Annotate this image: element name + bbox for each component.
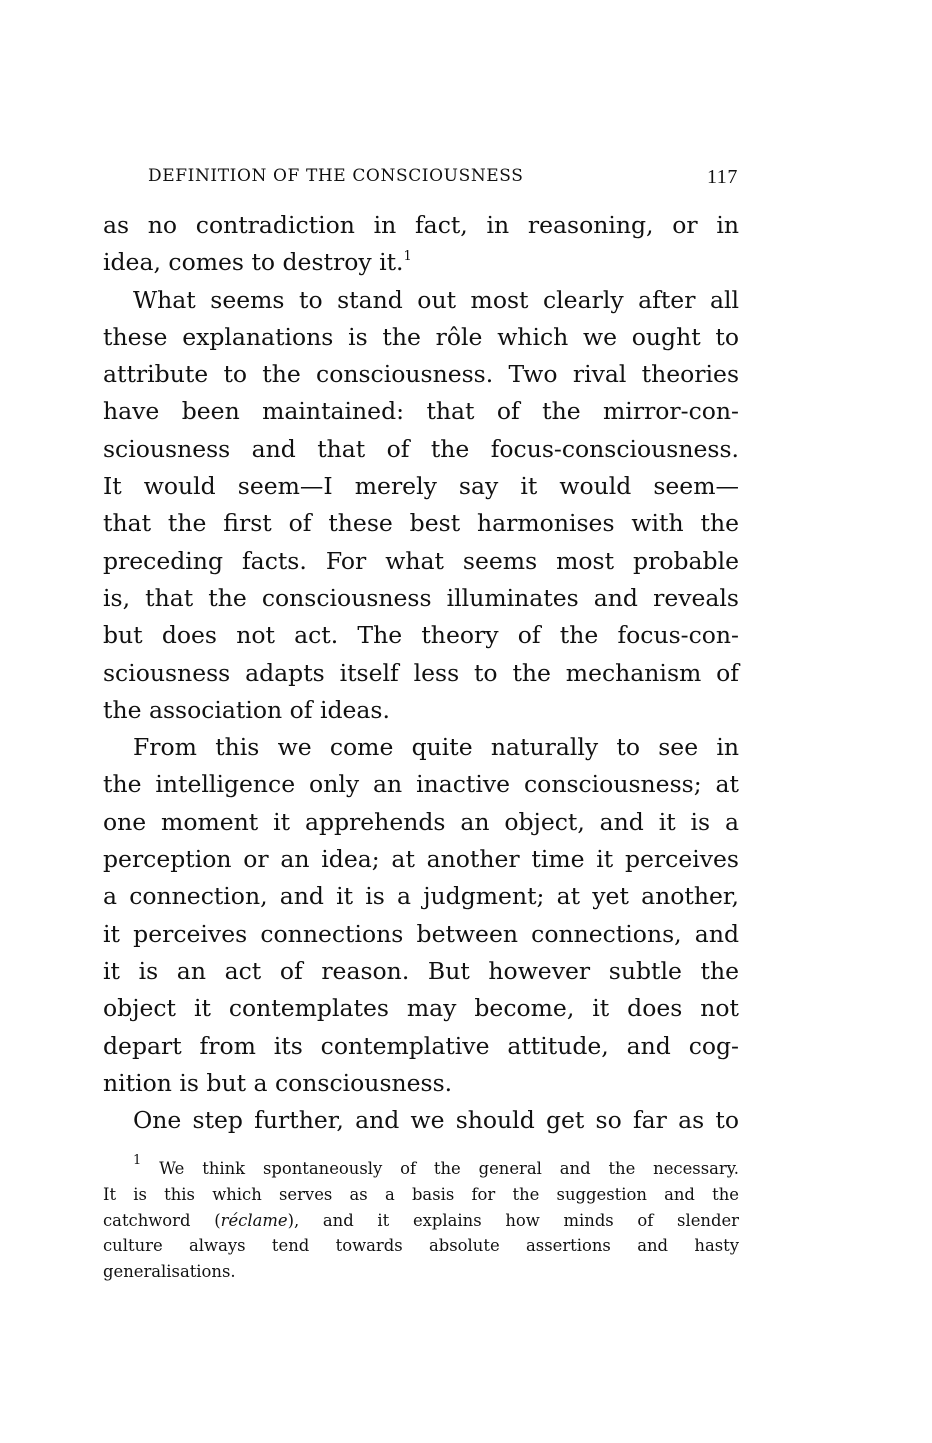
footnote-line — [103, 1153, 740, 1182]
footnote-text: catchword ( — [103, 1210, 221, 1230]
paragraph-start-line: From this we come quite naturally to see in — [133, 733, 739, 762]
text-line: the association of ideas. — [103, 695, 390, 724]
footnote-line: It is this which serves as a basis for the suggestion and the — [103, 1184, 739, 1204]
text-line: the intelligence only an inactive consciousness; at — [103, 770, 739, 799]
text-line: but does not act. The theory of the focus-con- — [103, 621, 739, 650]
text-line: perception or an idea; at another time it perceives — [103, 845, 739, 874]
footnote-line: generalisations. — [103, 1262, 236, 1282]
text-line — [103, 244, 739, 281]
text-line: sciousness adapts itself less to the mechanism of — [103, 658, 739, 687]
text-line: have been maintained: that of the mirror-con- — [103, 397, 739, 426]
text-line: object it contemplates may become, it does not — [103, 994, 739, 1023]
footnote-line — [103, 1208, 739, 1234]
text-line-content: idea, comes to destroy it. — [103, 248, 404, 277]
text-line: attribute to the consciousness. Two rival theories — [103, 360, 739, 389]
text-line: preceding facts. For what seems most probable — [103, 546, 739, 575]
text-line: nition is but a consciousness. — [103, 1068, 453, 1097]
text-line: that the first of these best harmonises with the — [103, 509, 739, 538]
text-line: it perceives connections between connections, and — [103, 919, 739, 948]
text-line: these explanations is the rôle which we ought to — [103, 322, 739, 351]
text-line: as no contradiction in fact, in reasoning, or in — [103, 211, 739, 239]
footnote-italic-term: réclame — [220, 1210, 288, 1230]
footnote-line: culture always tend towards absolute assertions and hasty — [103, 1236, 739, 1256]
footnote-marker: 1 — [133, 1153, 142, 1168]
text-line: a connection, and it is a judgment; at yet another, — [103, 882, 739, 911]
running-header — [148, 166, 738, 192]
text-line: sciousness and that of the focus-consciousness. — [103, 434, 739, 463]
body-text — [103, 207, 739, 1139]
text-line: it is an act of reason. But however subtle the — [103, 956, 739, 985]
footnote-text: ), and it explains how minds of slender — [287, 1210, 739, 1230]
footnote — [103, 1153, 740, 1285]
paragraph-start-line: One step further, and we should get so far as to — [133, 1106, 739, 1135]
footnote-text: We think spontaneously of the general and the necessary. — [159, 1159, 740, 1178]
text-line: It would seem—I merely say it would seem— — [103, 472, 739, 501]
text-line: depart from its contemplative attitude, and cog- — [103, 1031, 739, 1060]
footnote-ref: 1 — [403, 249, 412, 265]
running-title: DEFINITION OF THE CONSCIOUSNESS — [148, 166, 524, 186]
paragraph-start-line: What seems to stand out most clearly after all — [133, 285, 739, 314]
text-line: is, that the consciousness illuminates and reveals — [103, 583, 739, 612]
page-number: 117 — [706, 166, 738, 188]
text-line: one moment it apprehends an object, and it is a — [103, 807, 739, 836]
